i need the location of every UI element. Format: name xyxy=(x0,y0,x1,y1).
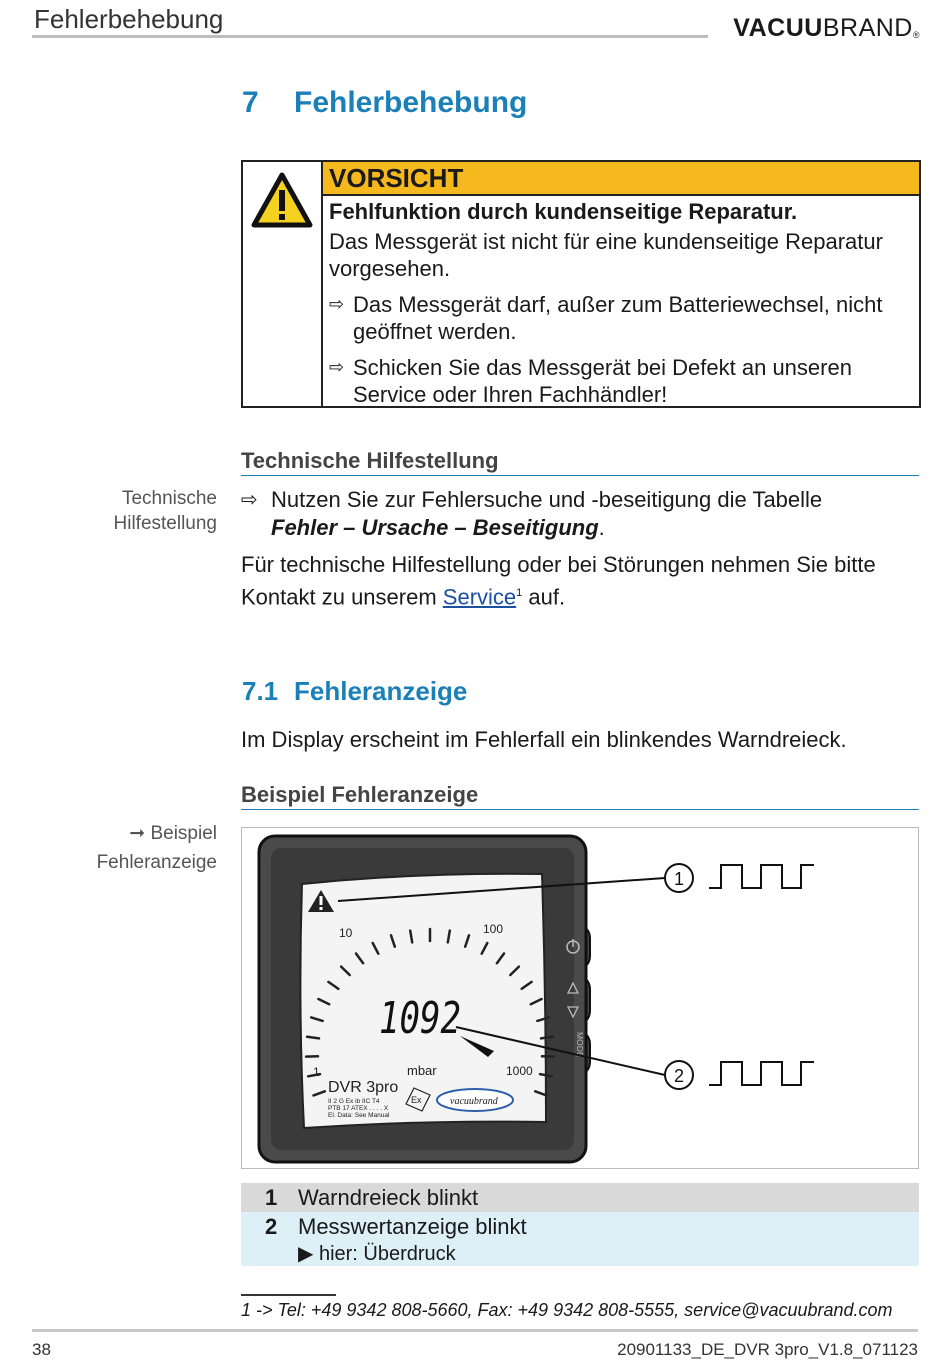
tech-help-heading: Technische Hilfestellung xyxy=(241,448,919,476)
document-id: 20901133_DE_DVR 3pro_V1.8_071123 xyxy=(617,1340,918,1359)
legend-row: 1 Warndreieck blinkt xyxy=(241,1183,919,1212)
arrow-right-icon: ⇨ xyxy=(241,489,258,511)
mode-button-label: MODE xyxy=(575,1032,585,1058)
section-title: 7.1 Fehleranzeige xyxy=(242,676,468,706)
device-illustration xyxy=(242,828,918,1168)
svg-text:1: 1 xyxy=(674,869,685,889)
tech-help-paragraph: Für technische Hilfestellung oder bei Störungen nehmen Sie bitte Kontakt zu unserem Service$^1$ auf. xyxy=(241,552,876,610)
page-number: 38 xyxy=(32,1340,51,1359)
caution-lead: Fehlfunktion durch kundenseitige Reparatur. xyxy=(329,199,798,224)
example-margin-note: ➞ Beispiel Fehleranzeige xyxy=(96,823,217,873)
vacuubrand-logo: VACUUBRAND® xyxy=(733,14,920,42)
model-label: DVR 3pro xyxy=(328,1079,399,1096)
svg-text:2: 2 xyxy=(674,1066,685,1086)
caution-bullet: ⇨ Schicken Sie das Messgerät bei Defekt an unseren Service oder Ihren Fachhändler! xyxy=(329,355,852,407)
scale-label-1000: 1000 xyxy=(506,1064,533,1078)
section-text: Im Display erscheint im Fehlerfall ein blinkendes Warndreieck. xyxy=(241,727,847,752)
spec-line: II 2 G Ex ib IIC T4 xyxy=(328,1098,380,1105)
triangle-right-icon: ▶ xyxy=(298,1243,314,1265)
arrow-icon: ➞ xyxy=(129,823,151,844)
unit-label: mbar xyxy=(407,1063,437,1078)
example-heading: Beispiel Fehleranzeige xyxy=(241,782,919,810)
chapter-title: 7 Fehlerbehebung xyxy=(242,86,528,119)
scale-tick xyxy=(541,1037,553,1039)
scale-label-1: 1 xyxy=(313,1065,320,1079)
header-rule xyxy=(32,35,708,38)
svg-text:Ex: Ex xyxy=(411,1095,422,1105)
warning-triangle-icon xyxy=(251,172,313,228)
warning-icon-cell xyxy=(243,162,323,406)
caution-body xyxy=(329,198,909,408)
caution-signal-word: VORSICHT xyxy=(323,162,919,196)
tech-help-margin-note: Technische Hilfestellung xyxy=(113,488,217,534)
caution-text: Das Messgerät ist nicht für eine kundenseitige Reparatur vorgesehen. xyxy=(329,229,883,281)
scale-label-10: 10 xyxy=(339,926,353,940)
scale-tick xyxy=(307,1037,319,1039)
table-reference: Fehler – Ursache – Beseitigung xyxy=(271,515,599,540)
scale-label-100: 100 xyxy=(483,922,504,936)
digital-reading: 1092 xyxy=(379,993,461,1044)
blink-signal-1 xyxy=(709,865,814,888)
spec-line: El. Data: See Manual xyxy=(328,1112,390,1119)
tech-help-bullet: ⇨ Nutzen Sie zur Fehlersuche und -beseitigung die Tabelle Fehler – Ursache – Beseitigung. xyxy=(241,487,823,540)
caution-box xyxy=(241,160,921,408)
arrow-right-icon: ⇨ xyxy=(329,357,345,377)
figure-frame xyxy=(241,827,919,1169)
brand-label: vacuubrand xyxy=(450,1096,498,1107)
service-link[interactable]: Service xyxy=(442,584,517,610)
header-section-title: Fehlerbehebung xyxy=(34,4,224,34)
spec-line: PTB 17 ATEX . . . . X xyxy=(328,1105,389,1112)
caution-bullet: ⇨ Das Messgerät darf, außer zum Batteriewechsel, nicht geöffnet werden. xyxy=(329,292,883,344)
arrow-right-icon: ⇨ xyxy=(329,294,345,314)
blink-signal-2 xyxy=(709,1062,814,1085)
footer-rule xyxy=(32,1329,918,1332)
footnote-rule xyxy=(241,1294,336,1296)
legend-row: 2 Messwertanzeige blinkt ▶ hier: Überdruck xyxy=(241,1212,919,1266)
footnote: 1 -> Tel: +49 9342 808-5660, Fax: +49 9342 808-5555, service@vacuubrand.com xyxy=(241,1300,893,1320)
legend-subitem: ▶ hier: Überdruck xyxy=(298,1243,456,1265)
